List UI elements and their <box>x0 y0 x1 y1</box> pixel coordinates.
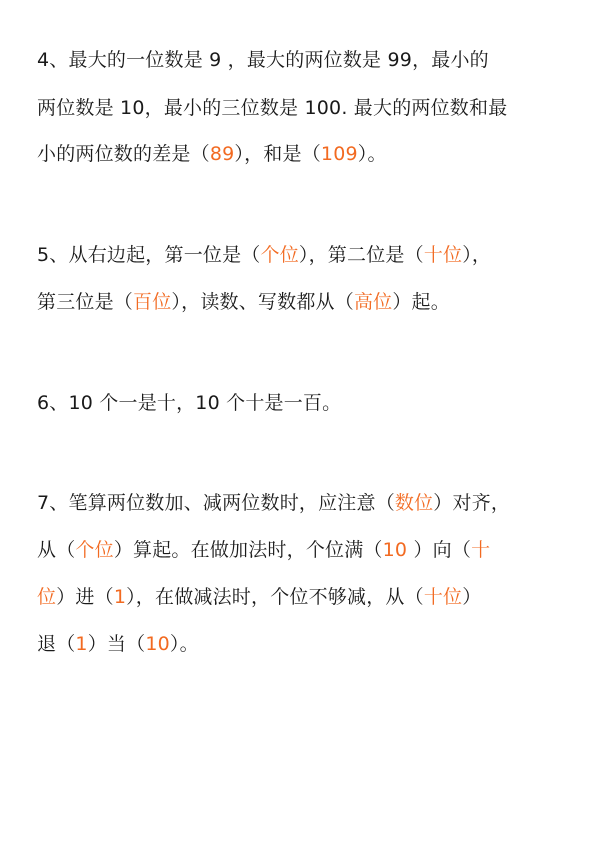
q7-text: 从（ <box>37 539 76 561</box>
q7-text: ）进（ <box>56 586 114 608</box>
q4-text: 4、最大的一位数是 9 ，最大的两位数是 99，最小的 <box>37 49 489 71</box>
q7-text: ）对齐， <box>433 492 511 514</box>
q4-text: ），和是（ <box>234 143 321 165</box>
answer-text: 十 <box>471 539 491 561</box>
q7-text: 7、笔算两位数加、减两位数时，应注意（ <box>37 492 395 514</box>
answer-text: 10 <box>382 539 414 561</box>
answer-text: 1 <box>75 633 88 655</box>
answer-text: 十位 <box>423 244 463 266</box>
q7-text: ），在做减法时，个位不够减，从（ <box>126 586 424 608</box>
answer-text: 个位 <box>260 244 299 266</box>
q5-line-2 <box>37 290 450 314</box>
q7-line-2 <box>37 538 490 562</box>
answer-text: 10 <box>145 633 170 655</box>
q7-text: 退（ <box>37 633 76 655</box>
q4-text: 两位数是 10，最小的三位数是 100. 最大的两位数和最 <box>37 97 508 119</box>
q5-line-1 <box>37 243 491 267</box>
answer-text: 数位 <box>394 492 434 514</box>
answer-text: 109 <box>320 143 358 165</box>
q4-line-1 <box>37 48 489 72</box>
q7-line-4 <box>37 632 199 656</box>
q4-line-3 <box>37 142 387 166</box>
q5-text: 5、从右边起，第一位是（ <box>37 244 261 266</box>
q7-text: ）。 <box>169 633 199 655</box>
q5-text: ），第二位是（ <box>298 244 424 266</box>
q5-text: 第三位是（ <box>37 291 134 313</box>
q6-line-1 <box>37 391 341 415</box>
q5-text: ）起。 <box>392 291 450 313</box>
answer-text: 高位 <box>353 291 393 313</box>
q7-text: ）算起。在做加法时，个位满（ <box>113 539 383 561</box>
answer-text: 位 <box>37 586 57 608</box>
answer-text: 个位 <box>75 539 114 561</box>
q7-line-1 <box>37 491 510 515</box>
q6-text: 6、10 个一是十，10 个十是一百。 <box>37 392 342 414</box>
q4-line-2 <box>37 96 507 120</box>
q5-text: ），读数、写数都从（ <box>171 291 354 313</box>
answer-text: 89 <box>209 143 235 165</box>
q7-text: ）当（ <box>87 633 146 655</box>
q7-text: ）向（ <box>413 539 472 561</box>
q5-text: ）， <box>462 244 492 266</box>
q4-text: ）。 <box>357 143 387 165</box>
answer-text: 十位 <box>423 586 463 608</box>
answer-text: 百位 <box>133 291 172 313</box>
q7-line-3 <box>37 585 481 609</box>
q7-text: ） <box>462 586 482 608</box>
q4-text: 小的两位数的差是（ <box>37 143 210 165</box>
answer-text: 1 <box>113 586 127 608</box>
